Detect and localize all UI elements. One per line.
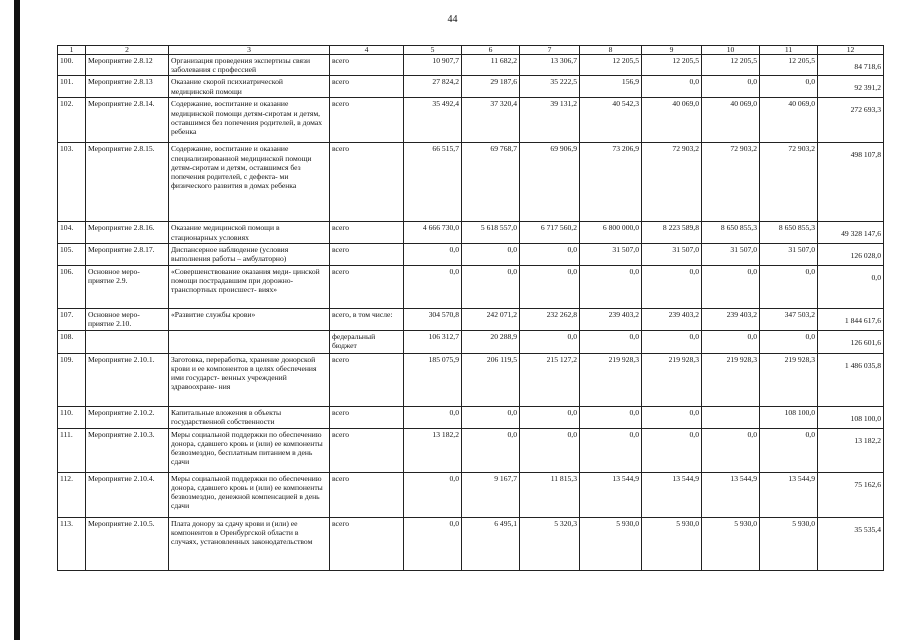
table-row: [58, 143, 884, 222]
amount-cell: 239 403,2: [642, 308, 702, 330]
column-header: 12: [818, 46, 884, 55]
column-header: 6: [462, 46, 520, 55]
table-row: [58, 428, 884, 472]
amount-cell: 12 205,5: [642, 55, 702, 76]
amount-cell: 49 328 147,6: [818, 222, 884, 243]
table-row: [58, 517, 884, 570]
row-number-cell: 107.: [58, 308, 86, 330]
funding-source-cell: всего: [330, 55, 404, 76]
amount-cell: 6 495,1: [462, 517, 520, 570]
amount-cell: 0,0: [580, 330, 642, 353]
amount-cell: 185 075,9: [404, 353, 462, 406]
event-name-cell: Оказание скорой психиатрической медицинской помощи: [169, 76, 330, 98]
amount-cell: 40 069,0: [760, 98, 818, 143]
amount-cell: 9 167,7: [462, 472, 520, 517]
amount-cell: 13 544,9: [760, 472, 818, 517]
amount-cell: 242 071,2: [462, 308, 520, 330]
amount-cell: 11 682,2: [462, 55, 520, 76]
amount-cell: 6 800 000,0: [580, 222, 642, 243]
amount-cell: 40 542,3: [580, 98, 642, 143]
amount-cell: 1 844 617,6: [818, 308, 884, 330]
table-row: [58, 472, 884, 517]
amount-cell: 69 906,9: [520, 143, 580, 222]
funding-source-cell: всего: [330, 222, 404, 243]
amount-cell: 69 768,7: [462, 143, 520, 222]
funding-source-cell: всего, в том числе:: [330, 308, 404, 330]
amount-cell: 108 100,0: [818, 406, 884, 428]
amount-cell: 5 930,0: [642, 517, 702, 570]
column-header: 7: [520, 46, 580, 55]
amount-cell: 5 930,0: [702, 517, 760, 570]
amount-cell: 84 718,6: [818, 55, 884, 76]
amount-cell: 219 928,3: [642, 353, 702, 406]
amount-cell: 219 928,3: [580, 353, 642, 406]
amount-cell: 12 205,5: [580, 55, 642, 76]
table-row: [58, 330, 884, 353]
amount-cell: 106 312,7: [404, 330, 462, 353]
row-number-cell: 106.: [58, 265, 86, 308]
table-row: [58, 308, 884, 330]
amount-cell: 0,0: [702, 265, 760, 308]
amount-cell: 0,0: [702, 428, 760, 472]
amount-cell: 31 507,0: [642, 243, 702, 265]
event-code-cell: Мероприятие 2.8.15.: [86, 143, 169, 222]
amount-cell: 0,0: [520, 330, 580, 353]
table-row: [58, 353, 884, 406]
amount-cell: 13 182,2: [818, 428, 884, 472]
event-code-cell: Мероприятие 2.8.14.: [86, 98, 169, 143]
event-code-cell: Мероприятие 2.8.12: [86, 55, 169, 76]
amount-cell: 0,0: [702, 330, 760, 353]
funding-source-cell: всего: [330, 428, 404, 472]
funding-source-cell: всего: [330, 517, 404, 570]
amount-cell: 0,0: [702, 76, 760, 98]
column-header: 5: [404, 46, 462, 55]
event-name-cell: Организация проведения экспертизы связи заболевания с профессией: [169, 55, 330, 76]
amount-cell: 239 403,2: [702, 308, 760, 330]
amount-cell: 0,0: [580, 406, 642, 428]
row-number-cell: 108.: [58, 330, 86, 353]
row-number-cell: 102.: [58, 98, 86, 143]
amount-cell: 31 507,0: [580, 243, 642, 265]
amount-cell: 37 320,4: [462, 98, 520, 143]
amount-cell: 219 928,3: [760, 353, 818, 406]
amount-cell: 5 930,0: [580, 517, 642, 570]
amount-cell: 0,0: [760, 330, 818, 353]
amount-cell: 0,0: [520, 243, 580, 265]
column-header: 8: [580, 46, 642, 55]
budget-table: [57, 45, 884, 571]
amount-cell: 40 069,0: [642, 98, 702, 143]
amount-cell: 8 650 855,3: [760, 222, 818, 243]
amount-cell: 0,0: [642, 330, 702, 353]
amount-cell: [702, 406, 760, 428]
row-number-cell: 104.: [58, 222, 86, 243]
amount-cell: 35 492,4: [404, 98, 462, 143]
amount-cell: 31 507,0: [760, 243, 818, 265]
amount-cell: 0,0: [520, 265, 580, 308]
column-header: 3: [169, 46, 330, 55]
event-name-cell: Содержание, воспитание и оказание специализированной медицинской помощи детям-сиротам и детям, оставшимся без попечения родителей, с дефекта- ми физического развития в домах ребенка: [169, 143, 330, 222]
amount-cell: 126 601,6: [818, 330, 884, 353]
amount-cell: 35 222,5: [520, 76, 580, 98]
event-name-cell: Диспансерное наблюдение (условия выполнения работы – амбулаторно): [169, 243, 330, 265]
amount-cell: 0,0: [404, 406, 462, 428]
amount-cell: 10 907,7: [404, 55, 462, 76]
column-header: 9: [642, 46, 702, 55]
amount-cell: 0,0: [760, 265, 818, 308]
event-code-cell: Мероприятие 2.10.5.: [86, 517, 169, 570]
amount-cell: 13 544,9: [580, 472, 642, 517]
event-code-cell: Мероприятие 2.10.4.: [86, 472, 169, 517]
row-number-cell: 110.: [58, 406, 86, 428]
amount-cell: 20 288,9: [462, 330, 520, 353]
amount-cell: 0,0: [642, 428, 702, 472]
table-row: [58, 55, 884, 76]
amount-cell: 12 205,5: [760, 55, 818, 76]
table-row: [58, 243, 884, 265]
event-code-cell: Мероприятие 2.10.3.: [86, 428, 169, 472]
amount-cell: 1 486 035,8: [818, 353, 884, 406]
amount-cell: 239 403,2: [580, 308, 642, 330]
event-code-cell: Мероприятие 2.8.13: [86, 76, 169, 98]
amount-cell: 232 262,8: [520, 308, 580, 330]
amount-cell: 8 223 589,8: [642, 222, 702, 243]
amount-cell: 0,0: [580, 265, 642, 308]
funding-source-cell: всего: [330, 98, 404, 143]
event-code-cell: Мероприятие 2.10.2.: [86, 406, 169, 428]
amount-cell: 215 127,2: [520, 353, 580, 406]
amount-cell: 0,0: [642, 76, 702, 98]
event-code-cell: Мероприятие 2.10.1.: [86, 353, 169, 406]
amount-cell: 0,0: [520, 428, 580, 472]
event-name-cell: Оказание медицинской помощи в стационарных условиях: [169, 222, 330, 243]
table-row: [58, 265, 884, 308]
row-number-cell: 105.: [58, 243, 86, 265]
event-name-cell: [169, 330, 330, 353]
amount-cell: 4 666 730,0: [404, 222, 462, 243]
event-code-cell: Основное меро- приятие 2.10.: [86, 308, 169, 330]
row-number-cell: 100.: [58, 55, 86, 76]
amount-cell: 5 320,3: [520, 517, 580, 570]
column-header: 2: [86, 46, 169, 55]
amount-cell: 40 069,0: [702, 98, 760, 143]
amount-cell: 13 306,7: [520, 55, 580, 76]
amount-cell: 126 028,0: [818, 243, 884, 265]
amount-cell: 0,0: [760, 428, 818, 472]
amount-cell: 13 544,9: [642, 472, 702, 517]
event-code-cell: [86, 330, 169, 353]
amount-cell: 0,0: [404, 243, 462, 265]
amount-cell: 72 903,2: [642, 143, 702, 222]
amount-cell: 347 503,2: [760, 308, 818, 330]
page-number: 44: [447, 14, 458, 25]
row-number-cell: 113.: [58, 517, 86, 570]
amount-cell: 498 107,8: [818, 143, 884, 222]
funding-source-cell: всего: [330, 143, 404, 222]
amount-cell: 72 903,2: [702, 143, 760, 222]
table-row: [58, 76, 884, 98]
row-number-cell: 109.: [58, 353, 86, 406]
amount-cell: 0,0: [818, 265, 884, 308]
amount-cell: 0,0: [462, 428, 520, 472]
amount-cell: 5 618 557,0: [462, 222, 520, 243]
row-number-cell: 101.: [58, 76, 86, 98]
row-number-cell: 111.: [58, 428, 86, 472]
amount-cell: 92 391,2: [818, 76, 884, 98]
event-name-cell: Содержание, воспитание и оказание медицинской помощи детям-сиротам и детям, оставшимся без попечения родителей, в домах ребенка: [169, 98, 330, 143]
event-name-cell: Капитальные вложения в объекты государственной собственности: [169, 406, 330, 428]
funding-source-cell: всего: [330, 76, 404, 98]
table-row: [58, 406, 884, 428]
amount-cell: 8 650 855,3: [702, 222, 760, 243]
event-name-cell: Заготовка, переработка, хранение донорской крови и ее компонентов в целях обеспечения ими государст- венных учреждений здравоохране- ния: [169, 353, 330, 406]
binding-edge: [14, 0, 20, 640]
amount-cell: 39 131,2: [520, 98, 580, 143]
funding-source-cell: всего: [330, 406, 404, 428]
amount-cell: 0,0: [462, 243, 520, 265]
table-row: [58, 222, 884, 243]
column-header: 11: [760, 46, 818, 55]
amount-cell: 0,0: [642, 406, 702, 428]
amount-cell: 219 928,3: [702, 353, 760, 406]
amount-cell: 66 515,7: [404, 143, 462, 222]
amount-cell: 31 507,0: [702, 243, 760, 265]
column-header: 1: [58, 46, 86, 55]
amount-cell: 0,0: [580, 428, 642, 472]
table-row: [58, 98, 884, 143]
column-header: 10: [702, 46, 760, 55]
row-number-cell: 103.: [58, 143, 86, 222]
column-number-row: [58, 46, 884, 55]
funding-source-cell: всего: [330, 353, 404, 406]
funding-source-cell: федеральный бюджет: [330, 330, 404, 353]
amount-cell: 108 100,0: [760, 406, 818, 428]
amount-cell: 5 930,0: [760, 517, 818, 570]
amount-cell: 0,0: [462, 265, 520, 308]
amount-cell: 0,0: [520, 406, 580, 428]
amount-cell: 0,0: [404, 265, 462, 308]
amount-cell: 72 903,2: [760, 143, 818, 222]
amount-cell: 13 544,9: [702, 472, 760, 517]
amount-cell: 75 162,6: [818, 472, 884, 517]
amount-cell: 11 815,3: [520, 472, 580, 517]
amount-cell: 206 119,5: [462, 353, 520, 406]
column-header: 4: [330, 46, 404, 55]
amount-cell: 27 824,2: [404, 76, 462, 98]
event-code-cell: Мероприятие 2.8.17.: [86, 243, 169, 265]
table-body: [58, 46, 884, 571]
amount-cell: 272 693,3: [818, 98, 884, 143]
amount-cell: 304 570,8: [404, 308, 462, 330]
amount-cell: 156,9: [580, 76, 642, 98]
amount-cell: 0,0: [404, 472, 462, 517]
amount-cell: 0,0: [760, 76, 818, 98]
amount-cell: 13 182,2: [404, 428, 462, 472]
amount-cell: 6 717 560,2: [520, 222, 580, 243]
event-name-cell: «Совершенствование оказания меди- цинской помощи пострадавшим при дорожно-транспортных происшест- виях»: [169, 265, 330, 308]
amount-cell: 0,0: [462, 406, 520, 428]
amount-cell: 0,0: [642, 265, 702, 308]
funding-source-cell: всего: [330, 472, 404, 517]
funding-source-cell: всего: [330, 243, 404, 265]
amount-cell: 73 206,9: [580, 143, 642, 222]
amount-cell: 29 187,6: [462, 76, 520, 98]
event-name-cell: Меры социальной поддержки по обеспечению донора, сдавшего кровь и (или) ее компоненты безвозмездно, бесплатным питанием в день сдачи: [169, 428, 330, 472]
event-name-cell: «Развитие службы крови»: [169, 308, 330, 330]
event-name-cell: Плата донору за сдачу крови и (или) ее компонентов в Оренбургской области в случаях, установленных законодательством: [169, 517, 330, 570]
event-code-cell: Основное меро- приятие 2.9.: [86, 265, 169, 308]
event-code-cell: Мероприятие 2.8.16.: [86, 222, 169, 243]
amount-cell: 12 205,5: [702, 55, 760, 76]
amount-cell: 0,0: [404, 517, 462, 570]
event-name-cell: Меры социальной поддержки по обеспечению донора, сдавшего кровь и (или) ее компоненты безвозмездно, денежной компенсацией в день сдачи: [169, 472, 330, 517]
amount-cell: 35 535,4: [818, 517, 884, 570]
row-number-cell: 112.: [58, 472, 86, 517]
funding-source-cell: всего: [330, 265, 404, 308]
